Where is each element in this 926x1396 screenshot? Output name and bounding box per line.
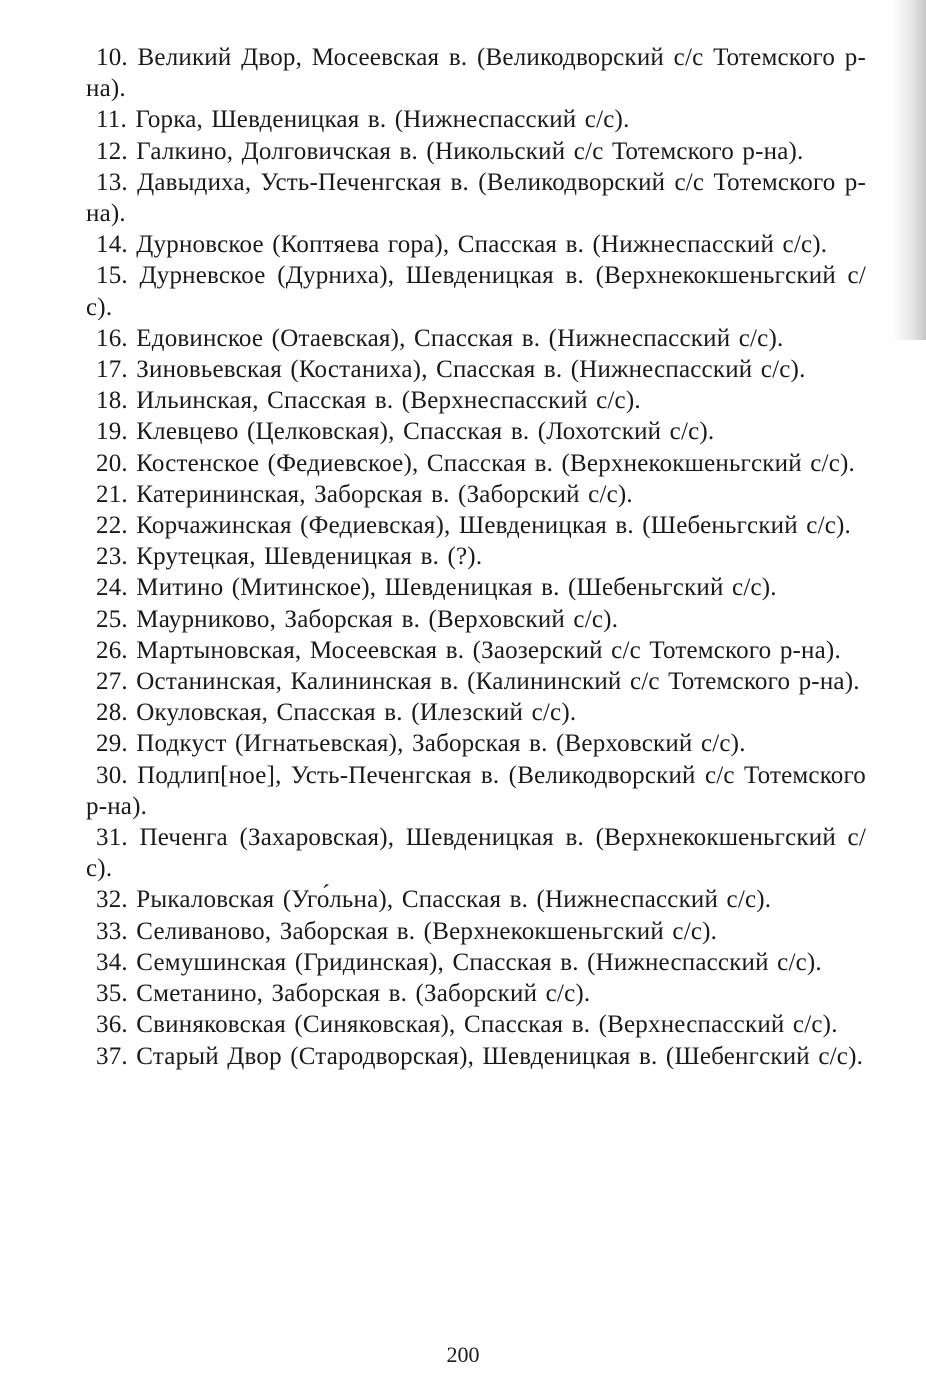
list-item: 16. Едовинское (Отаевская), Спасская в. (Нижнеспасский с/с).: [96, 324, 784, 352]
list-item: 13. Давыдиха, Усть-Печенгская в. (Великодворский с/с Тотемского р-на).: [86, 168, 866, 228]
list-item: 15. Дурневское (Дурниха), Шевденицкая в. (Верхнекокшеньгский с/с).: [86, 262, 866, 321]
list-item: 17. Зиновьевская (Костаниха), Спасская в. (Нижнеспасский с/с).: [96, 356, 806, 384]
list-item: 21. Катерининская, Заборская в. (Заборский с/с).: [96, 480, 633, 508]
list-item: 14. Дурновское (Коптяева гора), Спасская в. (Нижнеспасский с/с).: [96, 231, 828, 259]
page-number: 200: [446, 1342, 480, 1367]
list-item: 19. Клевцево (Целковская), Спасская в. (Лохотский с/с).: [96, 418, 715, 446]
list-item: 24. Митино (Митинское), Шевденицкая в. (Шебеньгский с/с).: [96, 574, 777, 602]
list-item: 27. Останинская, Калининская в. (Калининский с/с Тотемского р-на).: [96, 668, 860, 696]
list-item: 29. Подкуст (Игнатьевская), Заборская в. (Верховский с/с).: [96, 730, 746, 758]
list-item: 36. Свиняковская (Синяковская), Спасская в. (Верхнеспасский с/с).: [96, 1011, 838, 1039]
list-item: 25. Маурниково, Заборская в. (Верховский с/с).: [96, 605, 619, 633]
list-item: 26. Мартыновская, Мосеевская в. (Заозерский с/с Тотемского р-на).: [96, 636, 841, 664]
list-item: 20. Костенское (Федиевское), Спасская в. (Верхнекокшеньгский с/с).: [96, 449, 855, 477]
list-item: 11. Горка, Шевденицкая в. (Нижнеспасский с/с).: [96, 106, 630, 134]
list-item: 22. Корчажинская (Федиевская), Шевденицкая в. (Шебеньгский с/с).: [96, 512, 851, 540]
settlement-list: [86, 42, 866, 1072]
list-item: 32. Рыкаловская (Уго́льна), Спасская в. (Нижнеспасский с/с).: [96, 886, 772, 914]
list-item: 34. Семушинская (Гридинская), Спасская в. (Нижнеспасский с/с).: [96, 948, 822, 976]
list-item: 23. Крутецкая, Шевденицкая в. (?).: [96, 543, 483, 571]
list-item: 12. Галкино, Долговичская в. (Никольский с/с Тотемского р-на).: [96, 137, 804, 165]
list-item: 18. Ильинская, Спасская в. (Верхнеспасский с/с).: [96, 387, 641, 415]
list-item: 31. Печенга (Захаровская), Шевденицкая в. (Верхнекокшеньгский с/с).: [86, 824, 866, 883]
list-item: 37. Старый Двор (Стародворская), Шевденицкая в. (Шебенгский с/с).: [96, 1042, 864, 1070]
list-item: 10. Великий Двор, Мосеевская в. (Великодворский с/с Тотемского р-на).: [86, 44, 866, 103]
list-item: 28. Окуловская, Спасская в. (Илезский с/с).: [96, 699, 577, 727]
list-item: 33. Селиваново, Заборская в. (Верхнекокшеньгский с/с).: [96, 917, 718, 945]
list-item: 35. Сметанино, Заборская в. (Заборский с/с).: [96, 980, 591, 1008]
page-edge-shadow: [892, 0, 926, 340]
list-item: 30. Подлип[ное], Усть-Печенгская в. (Великодворский с/с Тотемского р-на).: [86, 761, 866, 820]
